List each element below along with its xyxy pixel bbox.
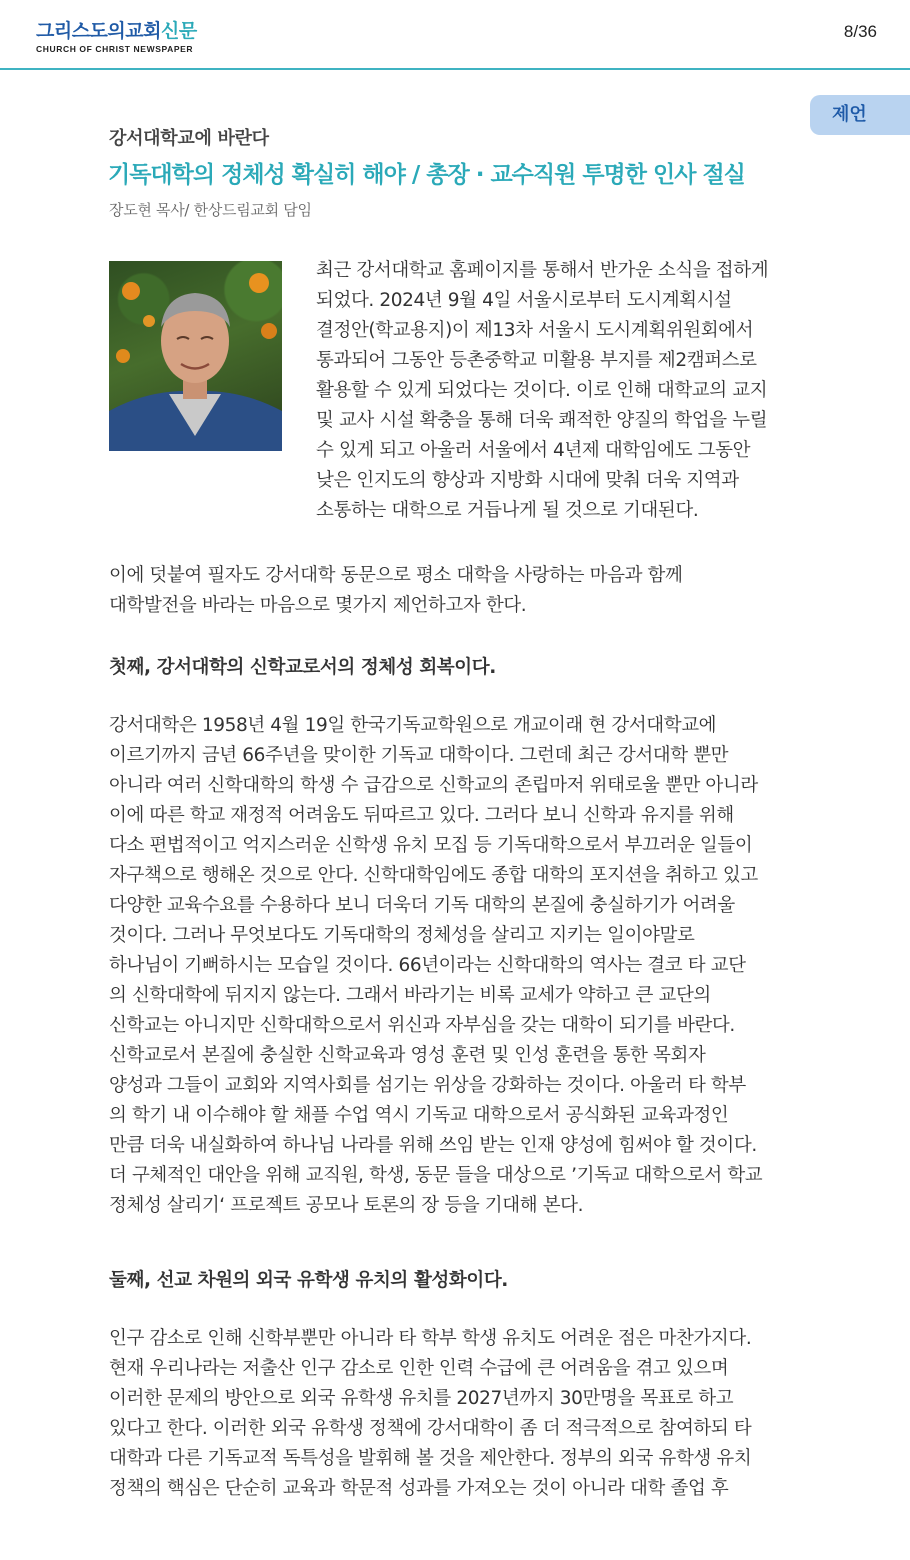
text-line: 정책의 핵심은 단순히 교육과 학문적 성과를 가져오는 것이 아니라 대학 졸업 후 xyxy=(109,1478,729,1499)
text-line: 결정안(학교용지)이 제13차 서울시 도시계획위원회에서 xyxy=(316,320,754,341)
article-kicker: 강서대학교에 바란다 xyxy=(109,128,269,149)
text-line: 통과되어 그동안 등촌중학교 미활용 부지를 제2캠퍼스로 xyxy=(316,350,757,371)
text-line: 다소 편법적이고 억지스러운 신학생 유치 모집 등 기독대학으로서 부끄러운 일들이 xyxy=(109,835,753,856)
text-line: 이르기까지 금년 66주년을 맞이한 기독교 대학이다. 그런데 최근 강서대학 뿐만 xyxy=(109,745,729,766)
header-divider xyxy=(0,68,910,70)
text-line: 신학교로서 본질에 충실한 신학교육과 영성 훈련 및 인성 훈련을 통한 목회자 xyxy=(109,1045,706,1066)
text-line: 정체성 살리기‘ 프로젝트 공모나 토론의 장 등을 기대해 본다. xyxy=(109,1195,584,1216)
text-line: 되었다. 2024년 9월 4일 서울시로부터 도시계획시설 xyxy=(316,290,732,311)
text-line: 대학과 다른 기독교적 독특성을 발휘해 볼 것을 제안한다. 정부의 외국 유학생 유치 xyxy=(109,1448,752,1469)
text-line: 신학교는 아니지만 신학대학으로서 위신과 자부심을 갖는 대학이 되기를 바란다. xyxy=(109,1015,735,1036)
text-line: 의 학기 내 이수해야 할 채플 수업 역시 기독교 대학으로서 공식화된 교육과정인 xyxy=(109,1105,729,1126)
text-line: 것이다. 그러나 무엇보다도 기독대학의 정체성을 살리고 지키는 일이야말로 xyxy=(109,925,695,946)
article-byline: 장도현 목사/ 한상드림교회 담임 xyxy=(109,201,312,219)
text-line: 현재 우리나라는 저출산 인구 감소로 인한 인력 수급에 큰 어려움을 겪고 있으며 xyxy=(109,1358,729,1379)
logo-english: CHURCH OF CHRIST NEWSPAPER xyxy=(36,44,194,54)
text-line: 아니라 여러 신학대학의 학생 수 급감으로 신학교의 존립마저 위태로울 뿐만 아니라 xyxy=(109,775,758,796)
paragraph-3 xyxy=(109,711,829,1221)
text-line: 낮은 인지도의 향상과 지방화 시대에 맞춰 더욱 지역과 xyxy=(316,470,739,491)
text-line: 있다고 한다. 이러한 외국 유학생 정책에 강서대학이 좀 더 적극적으로 참여하되 타 xyxy=(109,1418,752,1439)
paragraph-2 xyxy=(109,561,829,621)
text-line: 만큼 더욱 내실화하여 하나님 나라를 위해 쓰임 받는 인재 양성에 힘써야 할 것이다. xyxy=(109,1135,757,1156)
text-line: 및 교사 시설 확충을 통해 더욱 쾌적한 양질의 학업을 누릴 xyxy=(316,410,768,431)
text-line: 수 있게 되고 아울러 서울에서 4년제 대학임에도 그동안 xyxy=(316,440,751,461)
newspaper-logo[interactable] xyxy=(36,20,197,54)
text-line: 자구책으로 행해온 것으로 안다. 신학대학임에도 종합 대학의 포지션을 취하고 있고 xyxy=(109,865,758,886)
text-line: 인구 감소로 인해 신학부뿐만 아니라 타 학부 학생 유치도 어려운 점은 마찬가지다. xyxy=(109,1328,752,1349)
text-line: 의 신학대학에 뒤지지 않는다. 그래서 바라기는 비록 교세가 약하고 큰 교단의 xyxy=(109,985,711,1006)
subheading-first: 첫째, 강서대학의 신학교로서의 정체성 회복이다. xyxy=(109,657,496,678)
logo-main: 그리스도의교회 xyxy=(36,20,161,42)
text-line: 강서대학은 1958년 4월 19일 한국기독교학원으로 개교이래 현 강서대학교에 xyxy=(109,715,717,736)
subheading-second: 둘째, 선교 차원의 외국 유학생 유치의 활성화이다. xyxy=(109,1270,508,1291)
text-line: 대학발전을 바라는 마음으로 몇가지 제언하고자 한다. xyxy=(109,595,527,616)
text-line: 이에 따른 학교 재정적 어려움도 뒤따르고 있다. 그러다 보니 신학과 유지를 위해 xyxy=(109,805,734,826)
page-header xyxy=(0,0,910,70)
text-line: 이에 덧붙여 필자도 강서대학 동문으로 평소 대학을 사랑하는 마음과 함께 xyxy=(109,565,683,586)
text-line: 최근 강서대학교 홈페이지를 통해서 반가운 소식을 접하게 xyxy=(316,260,769,281)
text-line: 활용할 수 있게 되었다는 것이다. 이로 인해 대학교의 교지 xyxy=(316,380,768,401)
author-portrait-image xyxy=(109,261,282,451)
intro-paragraph xyxy=(316,256,816,526)
text-line: 하나님이 기뻐하시는 모습일 것이다. 66년이라는 신학대학의 역사는 결코 타 교단 xyxy=(109,955,746,976)
text-line: 다양한 교육수요를 수용하다 보니 더욱더 기독 대학의 본질에 충실하기가 어려울 xyxy=(109,895,735,916)
text-line: 소통하는 대학으로 거듭나게 될 것으로 기대된다. xyxy=(316,500,699,521)
page-number: 8/36 xyxy=(843,22,877,41)
paragraph-4 xyxy=(109,1324,829,1504)
text-line: 이러한 문제의 방안으로 외국 유학생 유치를 2027년까지 30만명을 목표로 하고 xyxy=(109,1388,734,1409)
author-photo xyxy=(109,261,282,451)
article-headline: 기독대학의 정체성 확실히 해야 / 총장 · 교수직원 투명한 인사 절실 xyxy=(108,162,745,188)
section-tab: 제언 xyxy=(810,95,910,135)
logo-accent: 신문 xyxy=(160,20,197,42)
text-line: 양성과 그들이 교회와 지역사회를 섬기는 위상을 강화하는 것이다. 아울러 타 학부 xyxy=(109,1075,746,1096)
text-line: 더 구체적인 대안을 위해 교직원, 학생, 동문 들을 대상으로 ’기독교 대학으로서 학교 xyxy=(109,1165,763,1186)
logo-korean xyxy=(36,20,197,42)
